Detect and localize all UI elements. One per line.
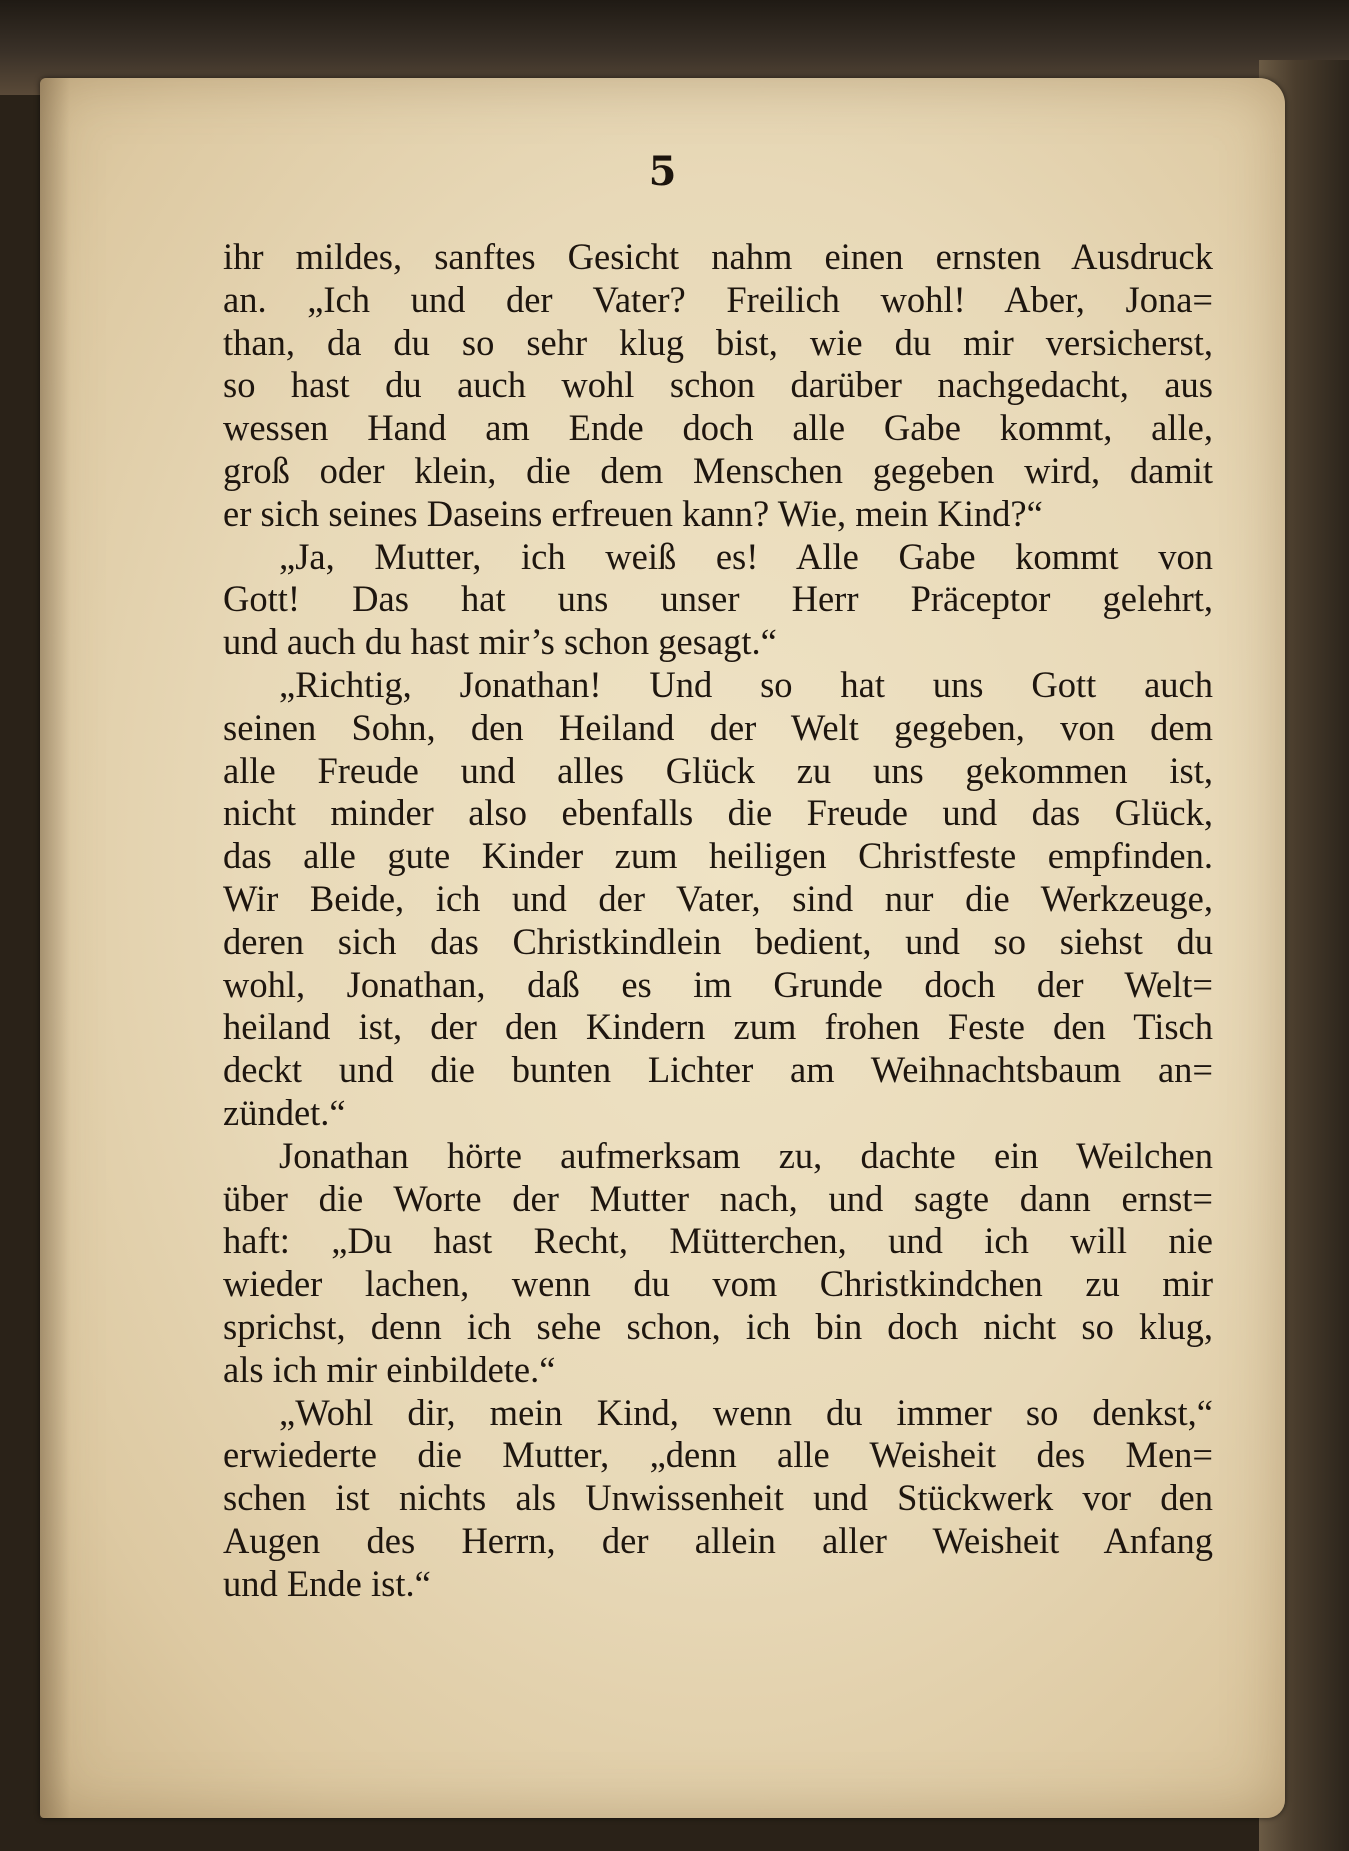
text-line: deren sich das Christkindlein bedient, und so siehst du: [223, 920, 1213, 962]
text-line: schen ist nichts als Unwissenheit und Stückwerk vor den: [223, 1477, 1213, 1519]
text-line: haft: „Du hast Recht, Mütterchen, und ich will nie: [223, 1220, 1213, 1262]
book-page: [40, 78, 1285, 1818]
text-line: ihr mildes, sanftes Gesicht nahm einen ernsten Ausdruck: [223, 236, 1213, 277]
text-line: „Ja, Mutter, ich weiß es! Alle Gabe kommt von: [279, 535, 1213, 577]
page-number: 5: [648, 148, 677, 195]
text-line: „Wohl dir, mein Kind, wenn du immer so denkst,“: [279, 1391, 1213, 1433]
text-line: than, da du so sehr klug bist, wie du mir versicherst,: [223, 321, 1213, 363]
text-line: so hast du auch wohl schon darüber nachgedacht, aus: [223, 364, 1213, 406]
text-line: zündet.“: [223, 1091, 346, 1133]
text-line: groß oder klein, die dem Menschen gegeben wird, damit: [223, 449, 1213, 491]
text-line: Gott! Das hat uns unser Herr Präceptor gelehrt,: [223, 578, 1213, 620]
body-text: [223, 236, 1213, 1606]
text-line: „Richtig, Jonathan! Und so hat uns Gott auch: [279, 663, 1213, 705]
text-line: das alle gute Kinder zum heiligen Christfeste empfinden.: [223, 835, 1213, 877]
text-line: alle Freude und alles Glück zu uns gekommen ist,: [223, 749, 1213, 791]
text-line: nicht minder also ebenfalls die Freude und das Glück,: [223, 792, 1213, 834]
text-line: seinen Sohn, den Heiland der Welt gegeben, von dem: [223, 706, 1213, 748]
text-line: erwiederte die Mutter, „denn alle Weisheit des Men=: [223, 1434, 1213, 1476]
text-line: sprichst, denn ich sehe schon, ich bin doch nicht so klug,: [223, 1305, 1213, 1347]
page-gutter-shadow: [40, 78, 70, 1818]
text-line: Wir Beide, ich und der Vater, sind nur die Werkzeuge,: [223, 877, 1213, 919]
text-line: wieder lachen, wenn du vom Christkindchen zu mir: [223, 1263, 1213, 1305]
text-line: heiland ist, der den Kindern zum frohen Feste den Tisch: [223, 1006, 1213, 1048]
text-line: Augen des Herrn, der allein aller Weisheit Anfang: [223, 1519, 1213, 1561]
text-line: wessen Hand am Ende doch alle Gabe kommt, alle,: [223, 407, 1213, 449]
text-line: als ich mir einbildete.“: [223, 1348, 556, 1390]
text-line: Jonathan hörte aufmerksam zu, dachte ein Weilchen: [279, 1134, 1213, 1176]
text-line: er sich seines Daseins erfreuen kann? Wie, mein Kind?“: [223, 492, 1043, 534]
text-line: über die Worte der Mutter nach, und sagte dann ernst=: [223, 1177, 1213, 1219]
text-line: und Ende ist.“: [223, 1562, 431, 1604]
text-line: an. „Ich und der Vater? Freilich wohl! Aber, Jona=: [223, 278, 1213, 320]
text-line: und auch du hast mir’s schon gesagt.“: [223, 621, 777, 663]
text-line: wohl, Jonathan, daß es im Grunde doch der Welt=: [223, 963, 1213, 1005]
text-line: deckt und die bunten Lichter am Weihnachtsbaum an=: [223, 1049, 1213, 1091]
